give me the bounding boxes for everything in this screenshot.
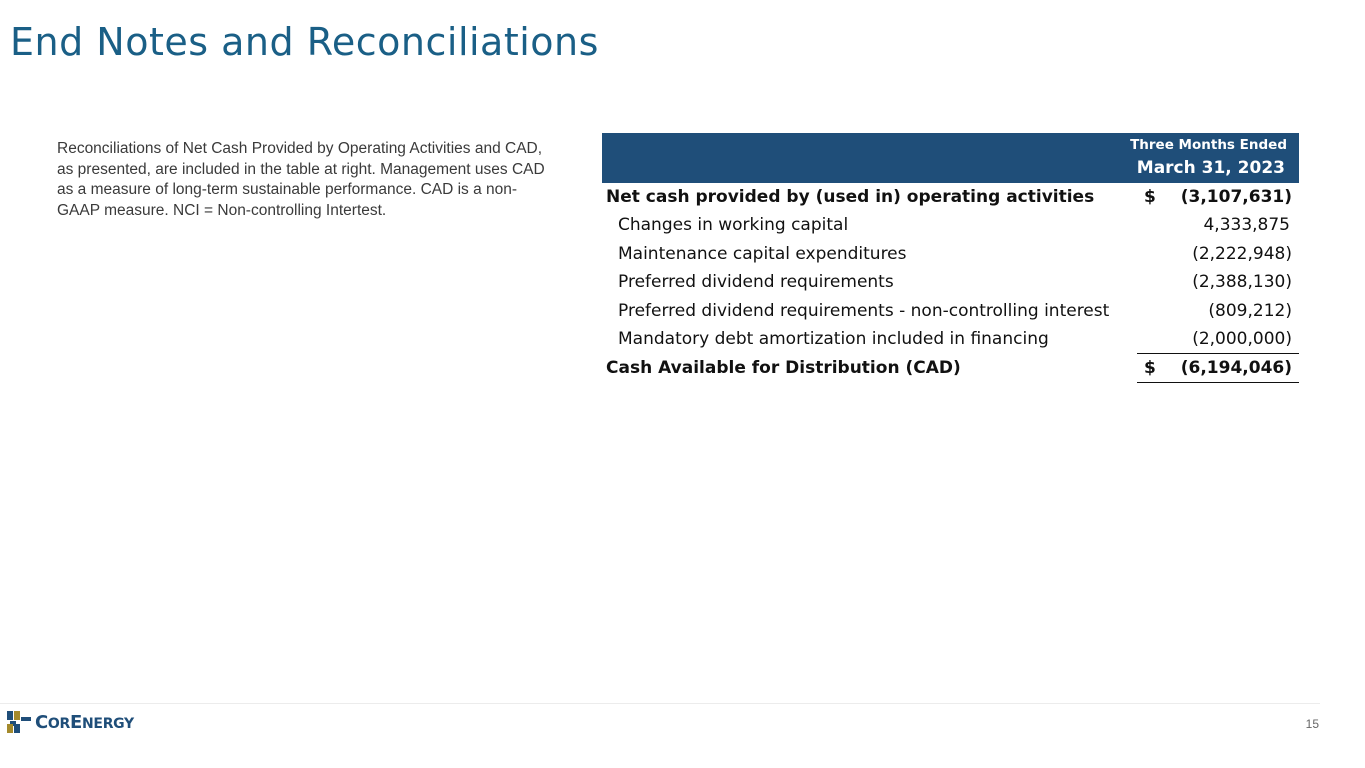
row-label: Mandatory debt amortization included in financing bbox=[618, 329, 1049, 349]
row-label: Cash Available for Distribution (CAD) bbox=[606, 357, 961, 378]
reconciliation-note: Reconciliations of Net Cash Provided by Operating Activities and CAD, as presented, are included in the table at right. Management uses CAD as a measure of long-term sustainable performance. CAD is a non-GAAP measure. NCI = Non-controlling Intertest. bbox=[57, 140, 545, 220]
table-row bbox=[602, 325, 1299, 354]
logo-wordmark: CORENERGY bbox=[35, 711, 134, 733]
row-value: (2,000,000) bbox=[1192, 329, 1292, 349]
row-label: Preferred dividend requirements - non-controlling interest bbox=[618, 300, 1110, 321]
row-label: Changes in working capital bbox=[618, 215, 849, 235]
page-number: 15 bbox=[1305, 717, 1319, 731]
table-row bbox=[602, 211, 1299, 240]
table-row bbox=[602, 354, 1299, 383]
row-label: Preferred dividend requirements bbox=[618, 272, 894, 292]
row-value: (2,222,948) bbox=[1192, 243, 1292, 264]
reconciliation-table bbox=[602, 133, 1299, 382]
corenergy-logo bbox=[7, 710, 134, 734]
dollar-sign: $ bbox=[1144, 357, 1156, 378]
row-value: (809,212) bbox=[1208, 300, 1292, 321]
table-header bbox=[602, 133, 1299, 183]
row-value: (3,107,631) bbox=[1180, 187, 1292, 207]
table-row bbox=[602, 183, 1299, 211]
table-row bbox=[602, 297, 1299, 326]
table-row bbox=[602, 268, 1299, 297]
row-label: Maintenance capital expenditures bbox=[618, 243, 907, 264]
footer-divider bbox=[0, 703, 1320, 704]
page-title: End Notes and Reconciliations bbox=[10, 20, 599, 64]
header-period-label: Three Months Ended bbox=[1130, 137, 1287, 153]
dollar-sign: $ bbox=[1144, 187, 1156, 207]
total-rule bbox=[1137, 382, 1299, 383]
logo-mark-icon bbox=[7, 711, 31, 733]
row-value: 4,333,875 bbox=[1203, 215, 1290, 235]
table-row bbox=[602, 240, 1299, 269]
row-label: Net cash provided by (used in) operating activities bbox=[606, 187, 1095, 207]
row-value: (2,388,130) bbox=[1192, 272, 1292, 292]
header-period-date: March 31, 2023 bbox=[1136, 158, 1285, 178]
row-value: (6,194,046) bbox=[1180, 357, 1292, 378]
